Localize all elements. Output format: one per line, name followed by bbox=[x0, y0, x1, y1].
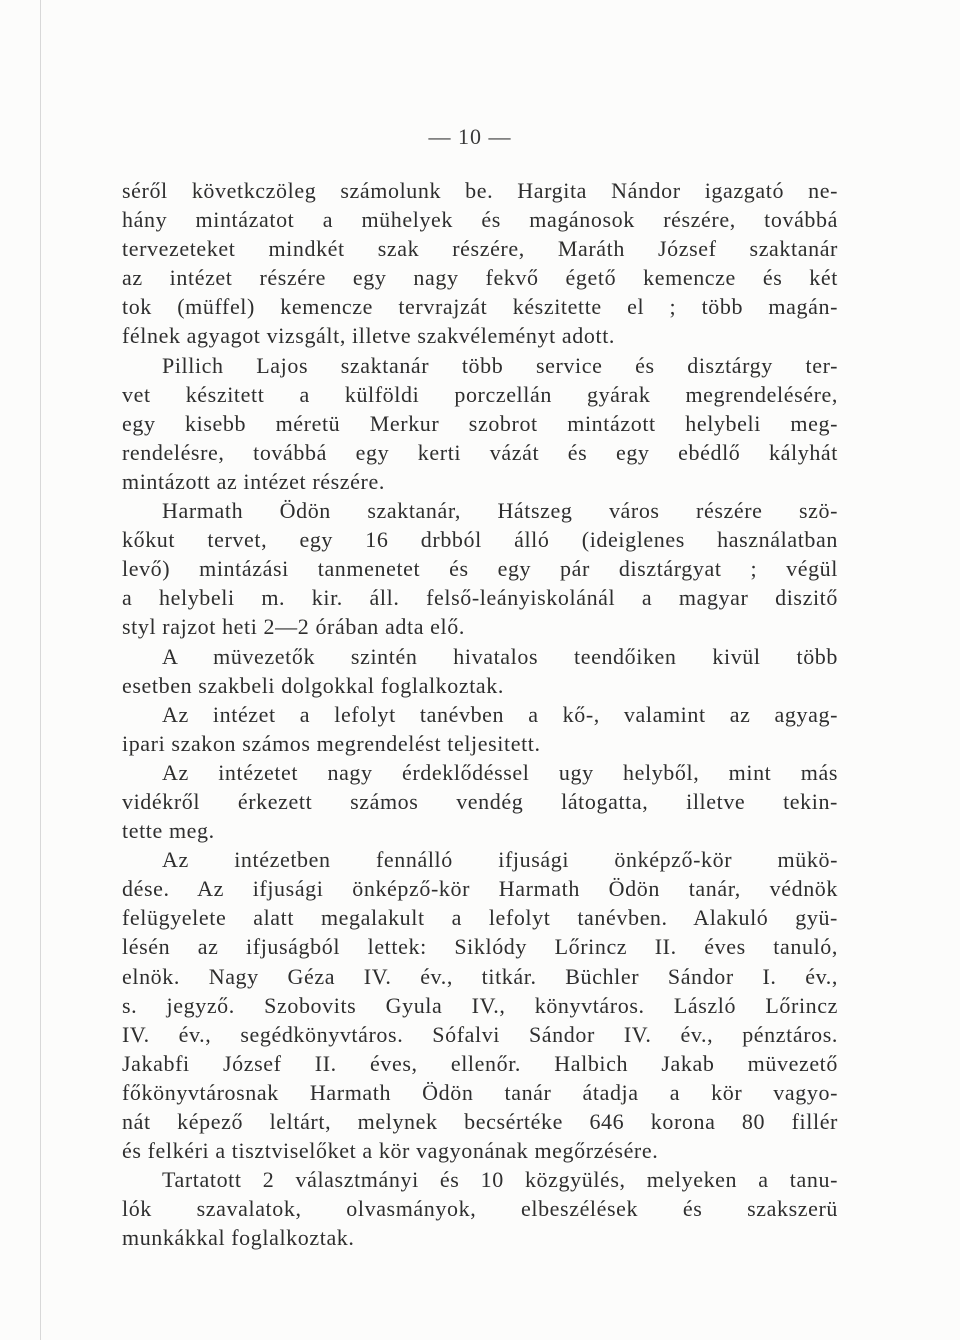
text-line: félnek agyagot vizsgált, illetve szakvéleményt adott. bbox=[122, 323, 616, 349]
text-line: A müvezetők szintén hivatalos teendőiken kivül több bbox=[162, 643, 838, 669]
text-line: ipari szakon számos megrendelést teljesitett. bbox=[122, 730, 541, 756]
paragraph bbox=[122, 700, 838, 758]
text-line: az intézet részére egy nagy fekvő égető kemencze és két bbox=[122, 265, 838, 291]
paragraph bbox=[122, 176, 838, 351]
text-line: Pillich Lajos szaktanár több service és disztárgy ter- bbox=[162, 352, 838, 378]
text-line: Harmath Ödön szaktanár, Hátszeg város részére szö- bbox=[162, 498, 838, 524]
text-line: tok (müffel) kemencze tervrajzát készitette el ; több magán- bbox=[122, 294, 838, 320]
text-line: Az intézetben fennálló ifjusági önképző-kör mükö- bbox=[162, 847, 838, 873]
text-line: Az intézetet nagy érdeklődéssel ugy helyből, mint más bbox=[162, 759, 838, 785]
text-line: és felkéri a tisztviselőket a kör vagyonának megőrzésére. bbox=[122, 1138, 659, 1164]
text-line: IV. év., segédkönyvtáros. Sófalvi Sándor IV. év., pénztáros. bbox=[122, 1021, 838, 1047]
scan-edge bbox=[40, 0, 41, 1340]
text-line: tervezeteket mindkét szak részére, Maráth József szaktanár bbox=[122, 236, 838, 262]
text-line: lók szavalatok, olvasmányok, elbeszélések és szakszerü bbox=[122, 1196, 838, 1222]
text-line: főkönyvtárosnak Harmath Ödön tanár átadja a kör vagyo- bbox=[122, 1079, 838, 1105]
text-line: Az intézet a lefolyt tanévben a kő-, valamint az agyag- bbox=[162, 701, 838, 727]
paragraph bbox=[122, 1165, 838, 1252]
paragraph bbox=[122, 758, 838, 845]
text-line: Jakabfi József II. éves, ellenőr. Halbich Jakab müvezető bbox=[122, 1050, 838, 1076]
paragraph bbox=[122, 496, 838, 641]
text-line: s. jegyző. Szobovits Gyula IV., könyvtáros. László Lőrincz bbox=[122, 992, 838, 1018]
text-line: Tartatott 2 választmányi és 10 közgyülés, melyeken a tanu- bbox=[162, 1167, 838, 1193]
text-line: vidékről érkezett számos vendég látogatta, illetve tekin- bbox=[122, 788, 838, 814]
text-line: kőkut tervet, egy 16 drbból álló (ideiglenes használatban bbox=[122, 527, 838, 553]
text-line: dése. Az ifjusági önképző-kör Harmath Ödön tanár, védnök bbox=[122, 876, 838, 902]
text-line: rendelésre, továbbá egy kerti vázát és egy ebédlő kályhát bbox=[122, 439, 838, 465]
text-line: hány mintázatot a mühelyek és magánosok részére, továbbá bbox=[122, 207, 838, 233]
text-line: mintázott az intézet részére. bbox=[122, 468, 385, 494]
text-line: esetben szakbeli dolgokkal foglalkoztak. bbox=[122, 672, 504, 698]
paragraph bbox=[122, 642, 838, 700]
text-line: styl rajzot heti 2—2 órában adta elő. bbox=[122, 614, 465, 640]
paragraph bbox=[122, 845, 838, 1165]
paragraph bbox=[122, 351, 838, 496]
page-number: — 10 — bbox=[428, 124, 512, 149]
text-line: a helybeli m. kir. áll. felső-leányiskolánál a magyar diszitő bbox=[122, 585, 838, 611]
text-line: séről követkczöleg számolunk be. Hargita Nándor igazgató ne- bbox=[122, 178, 838, 203]
text-line: egy kisebb méretü Merkur szobrot mintázott helybeli meg- bbox=[122, 410, 838, 436]
text-line: felügyelete alatt megalakult a lefolyt tanévben. Alakuló gyü- bbox=[122, 905, 838, 931]
text-line: lésén az ifjuságból lettek: Siklódy Lőrincz II. éves tanuló, bbox=[122, 934, 838, 960]
text-line: elnök. Nagy Géza IV. év., titkár. Büchler Sándor I. év., bbox=[122, 963, 838, 989]
body-text bbox=[122, 176, 838, 1252]
text-line: vet készitett a külföldi porczellán gyárak megrendelésére, bbox=[122, 381, 838, 407]
text-line: levő) mintázási tanmenetet és egy pár disztárgyat ; végül bbox=[122, 556, 838, 582]
text-line: munkákkal foglalkoztak. bbox=[122, 1225, 355, 1251]
text-line: tette meg. bbox=[122, 818, 215, 844]
text-line: nát képező leltárt, melynek becsértéke 646 korona 80 fillér bbox=[122, 1109, 838, 1134]
